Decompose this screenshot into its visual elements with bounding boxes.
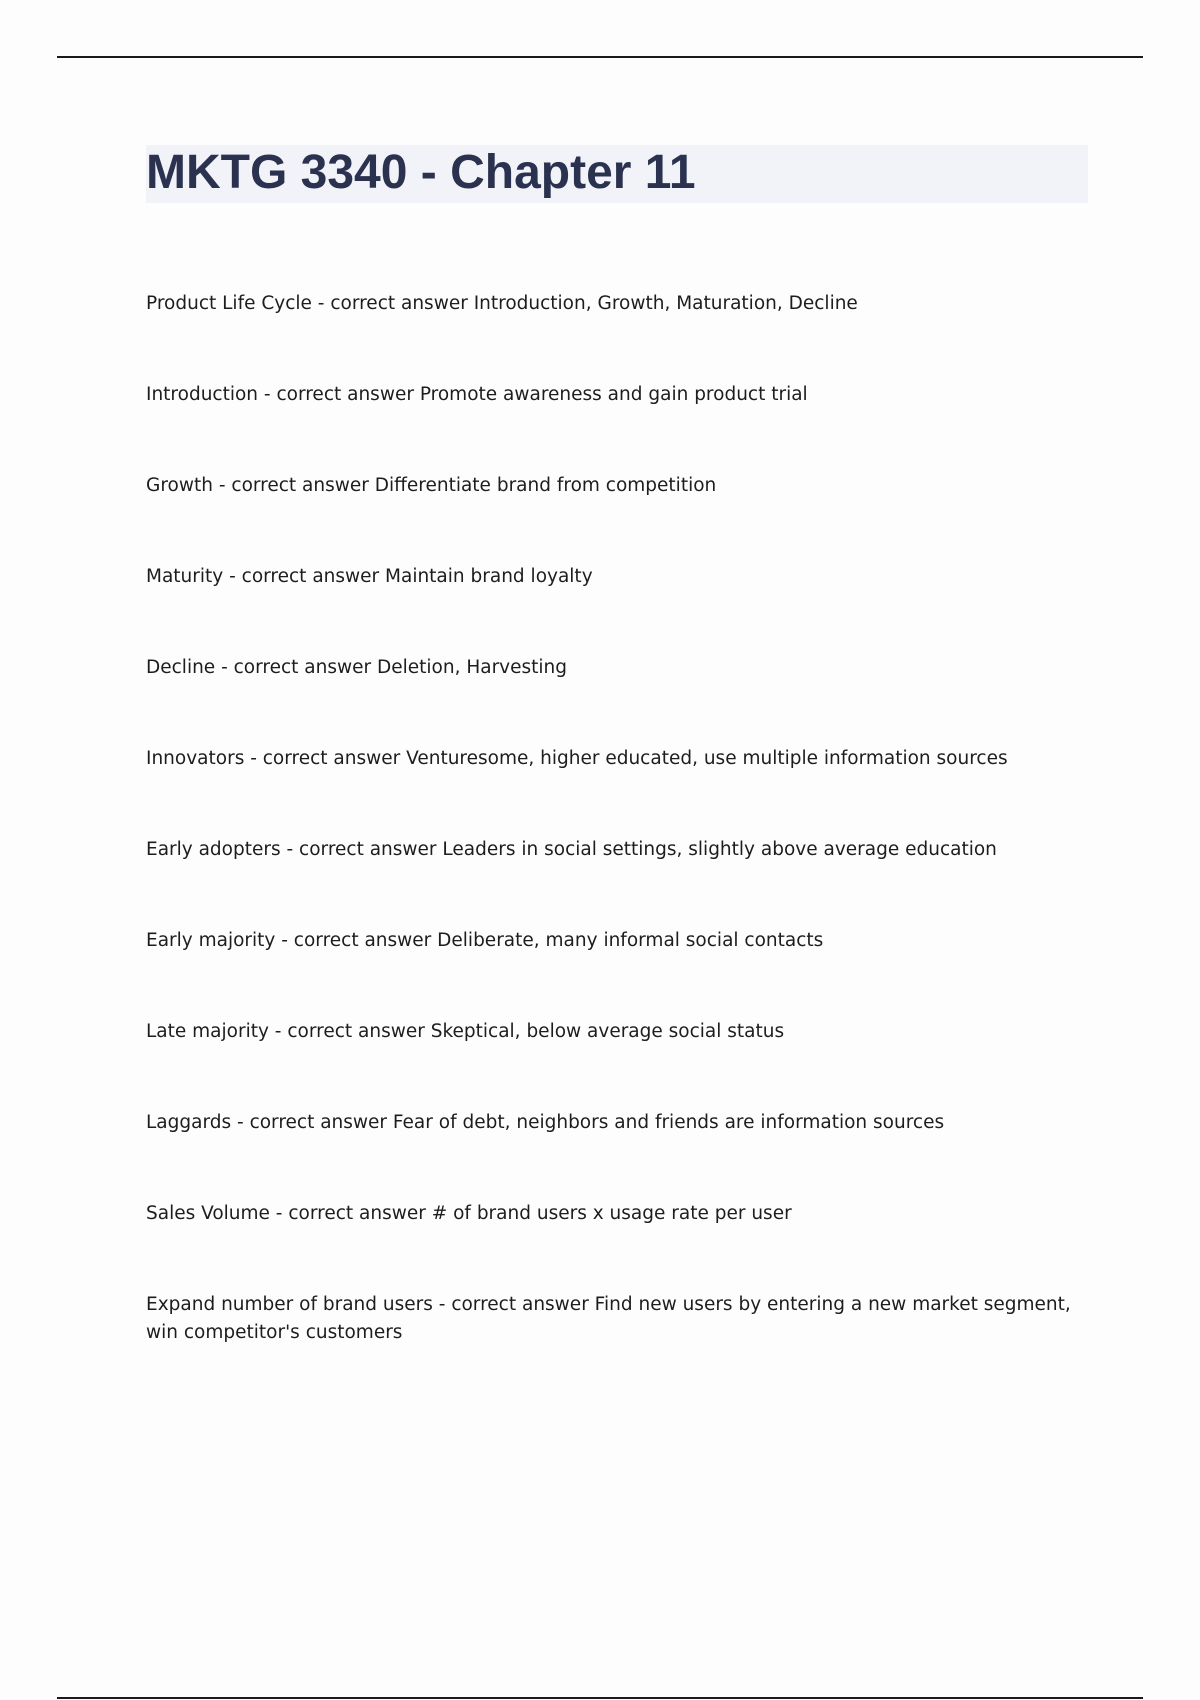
- qa-item-sales-volume: Sales Volume - correct answer # of brand users x usage rate per user: [146, 1203, 792, 1224]
- page-title: MKTG 3340 - Chapter 11: [146, 146, 696, 199]
- qa-item-maturity: Maturity - correct answer Maintain brand loyalty: [146, 566, 593, 587]
- bottom-rule: [57, 1697, 1143, 1699]
- qa-item-introduction: Introduction - correct answer Promote awareness and gain product trial: [146, 384, 808, 405]
- top-rule: [57, 56, 1143, 58]
- qa-item-laggards: Laggards - correct answer Fear of debt, neighbors and friends are information sources: [146, 1112, 945, 1133]
- qa-item-early-majority: Early majority - correct answer Deliberate, many informal social contacts: [146, 930, 824, 951]
- qa-item-innovators: Innovators - correct answer Venturesome, higher educated, use multiple information sources: [146, 748, 1008, 769]
- qa-item-expand-brand-users: Expand number of brand users - correct answer Find new users by entering a new market segment, win competitor's customers: [146, 1294, 1071, 1343]
- qa-item-decline: Decline - correct answer Deletion, Harvesting: [146, 657, 568, 678]
- qa-item-product-life-cycle: Product Life Cycle - correct answer Introduction, Growth, Maturation, Decline: [146, 293, 858, 314]
- qa-item-late-majority: Late majority - correct answer Skeptical, below average social status: [146, 1021, 785, 1042]
- qa-list: [146, 290, 1086, 1347]
- qa-item-early-adopters: Early adopters - correct answer Leaders in social settings, slightly above average education: [146, 839, 997, 860]
- qa-item-growth: Growth - correct answer Differentiate brand from competition: [146, 475, 717, 496]
